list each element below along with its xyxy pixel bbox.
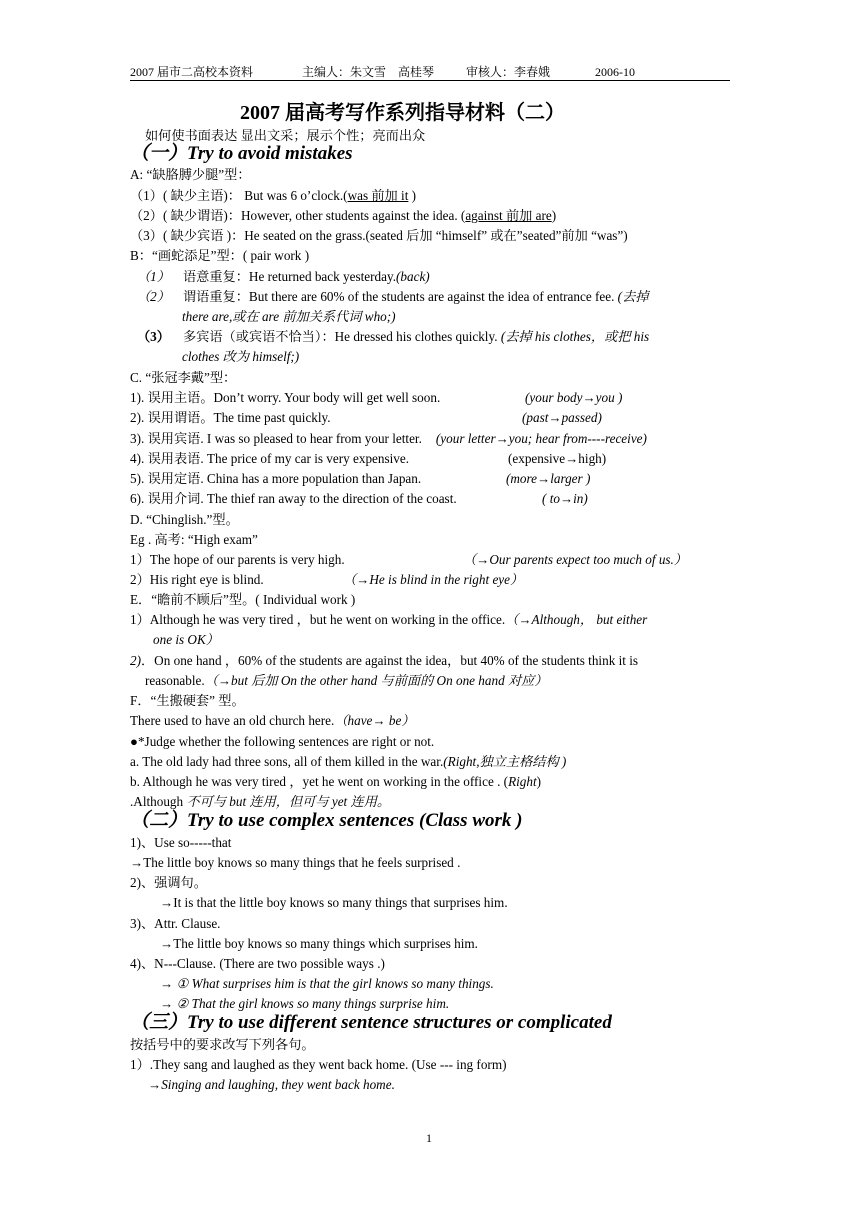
s3-line-1: 按括号中的要求改写下列各句。: [130, 1037, 315, 1052]
part-d-line-2-note: （→He is blind in the right eye）: [343, 572, 524, 587]
part-e-title: E．“瞻前不顾后”型。( Individual work ): [130, 592, 356, 607]
part-c-line-1-note: (your body→you ): [525, 390, 623, 405]
header-reviewer: 审核人：李春娥: [466, 65, 551, 79]
judge-line-a: a. The old lady had three sons, all of them killed in the war.(Right,独立主格结构 ): [130, 754, 567, 769]
header-editors: 主编人：朱文雪 高桂琴: [302, 65, 435, 79]
page-number: 1: [426, 1131, 432, 1145]
s2-line-7: 4)、N---Clause. (There are two possible ways .): [130, 956, 385, 971]
part-d-line-1: 1）The hope of our parents is very high.: [130, 552, 345, 567]
section-2-heading: （二）Try to use complex sentences (Class work ): [130, 810, 523, 831]
part-e-line-1-cont: one is OK）: [153, 632, 219, 647]
document-subtitle: 如何使书面表达 显出文采；展示个性；亮而出众: [145, 128, 426, 143]
header-rule: [130, 80, 730, 81]
part-e-line-2: 2)．On one hand ，60% of the students are against the idea，but 40% of the students think it is: [130, 653, 639, 668]
part-a-line-3: （3）( 缺少宾语 )：He seated on the grass.(seated 后加 “himself” 或在”seated”前加 “was”): [130, 228, 628, 243]
part-b-line-2: （2） 谓语重复：But there are 60% of the students are against the idea of entrance fee. (去掉: [137, 289, 649, 304]
part-d-line-1-note: （→Our parents expect too much of us.）: [463, 552, 688, 567]
part-c-line-2: 2). 误用谓语。The time past quickly.: [130, 410, 331, 425]
s2-line-4: →It is that the little boy knows so many things that surprises him.: [160, 895, 508, 910]
judge-line-b: b. Although he was very tired ，yet he went on working in the office . (Right): [130, 774, 542, 789]
s3-line-2: 1）.They sang and laughed as they went back home. (Use --- ing form): [130, 1057, 507, 1072]
part-e-line-2-cont: reasonable.（→but 后加 On the other hand 与前面的 On one hand 对应）: [145, 673, 548, 688]
part-b-line-3-cont: clothes 改为 himself;): [182, 349, 300, 364]
part-c-line-3: 3). 误用宾语. I was so pleased to hear from your letter. (your letter→you; hear from----receive): [130, 431, 647, 446]
part-c-line-6: 6). 误用介词. The thief ran away to the direction of the coast.: [130, 491, 457, 506]
header-school: 2007 届市二高校本资料: [130, 65, 254, 79]
part-c-line-6-note: ( to→in): [542, 491, 588, 506]
s2-line-1: 1)、Use so-----that: [130, 835, 232, 850]
part-a-line-2: （2）( 缺少谓语)：However, other students against the idea. (against 前加 are): [130, 208, 557, 223]
part-a-line-1: （1）( 缺少主语)： But was 6 o’clock.(was 前加 it ): [130, 188, 417, 203]
section-3-heading: （三）Try to use different sentence structures or complicated: [130, 1012, 612, 1033]
part-b-line-3: （3） 多宾语（或宾语不恰当）：He dressed his clothes quickly. (去掉 his clothes，或把 his: [137, 329, 650, 344]
part-c-line-1: 1). 误用主语。Don’t worry. Your body will get well soon.: [130, 390, 441, 405]
part-f-line-1: There used to have an old church here.（have→ be）: [130, 713, 415, 728]
part-a-title: A: “缺胳膊少腿”型：: [130, 167, 251, 182]
judge-title: ●*Judge whether the following sentences are right or not.: [130, 734, 435, 749]
document-title: 2007 届高考写作系列指导材料（二）: [240, 102, 565, 124]
part-b-line-2-cont: there are,或在 are 前加关系代词 who;): [182, 309, 396, 324]
part-b-title: B：“画蛇添足”型：( pair work ): [130, 248, 310, 263]
s3-line-3: →Singing and laughing, they went back home.: [148, 1077, 395, 1092]
part-e-line-1: 1）Although he was very tired ，but he went on working in the office.（→Although， but either: [130, 612, 648, 627]
s2-line-6: →The little boy knows so many things which surprises him.: [160, 936, 478, 951]
part-c-title: C. “张冠李戴”型：: [130, 370, 237, 385]
part-d-example: Eg . 高考: “High exam”: [130, 532, 258, 547]
s2-line-8: → ① What surprises him is that the girl knows so many things.: [160, 976, 494, 991]
part-c-line-5: 5). 误用定语. China has a more population than Japan.: [130, 471, 422, 486]
part-d-title: D. “Chinglish.”型。: [130, 512, 239, 527]
s2-line-3: 2)、强调句。: [130, 875, 207, 890]
s2-line-9: → ② That the girl knows so many things surprise him.: [160, 996, 450, 1011]
s2-line-2: →The little boy knows so many things that he feels surprised .: [130, 855, 461, 870]
section-1-heading: （一）Try to avoid mistakes: [130, 143, 353, 164]
part-f-title: F．“生搬硬套” 型。: [130, 693, 245, 708]
part-d-line-2: 2）His right eye is blind.: [130, 572, 264, 587]
part-c-line-2-note: (past→passed): [522, 410, 602, 425]
header-date: 2006-10: [595, 65, 635, 79]
part-b-line-1: （1） 语意重复：He returned back yesterday.(back): [137, 269, 430, 284]
part-c-line-4-note: (expensive→high): [508, 451, 607, 466]
part-c-line-5-note: (more→larger ): [506, 471, 591, 486]
s2-line-5: 3)、Attr. Clause.: [130, 916, 221, 931]
judge-line-c: .Although 不可与 but 连用，但可与 yet 连用。: [130, 794, 391, 809]
part-c-line-4: 4). 误用表语. The price of my car is very expensive.: [130, 451, 410, 466]
